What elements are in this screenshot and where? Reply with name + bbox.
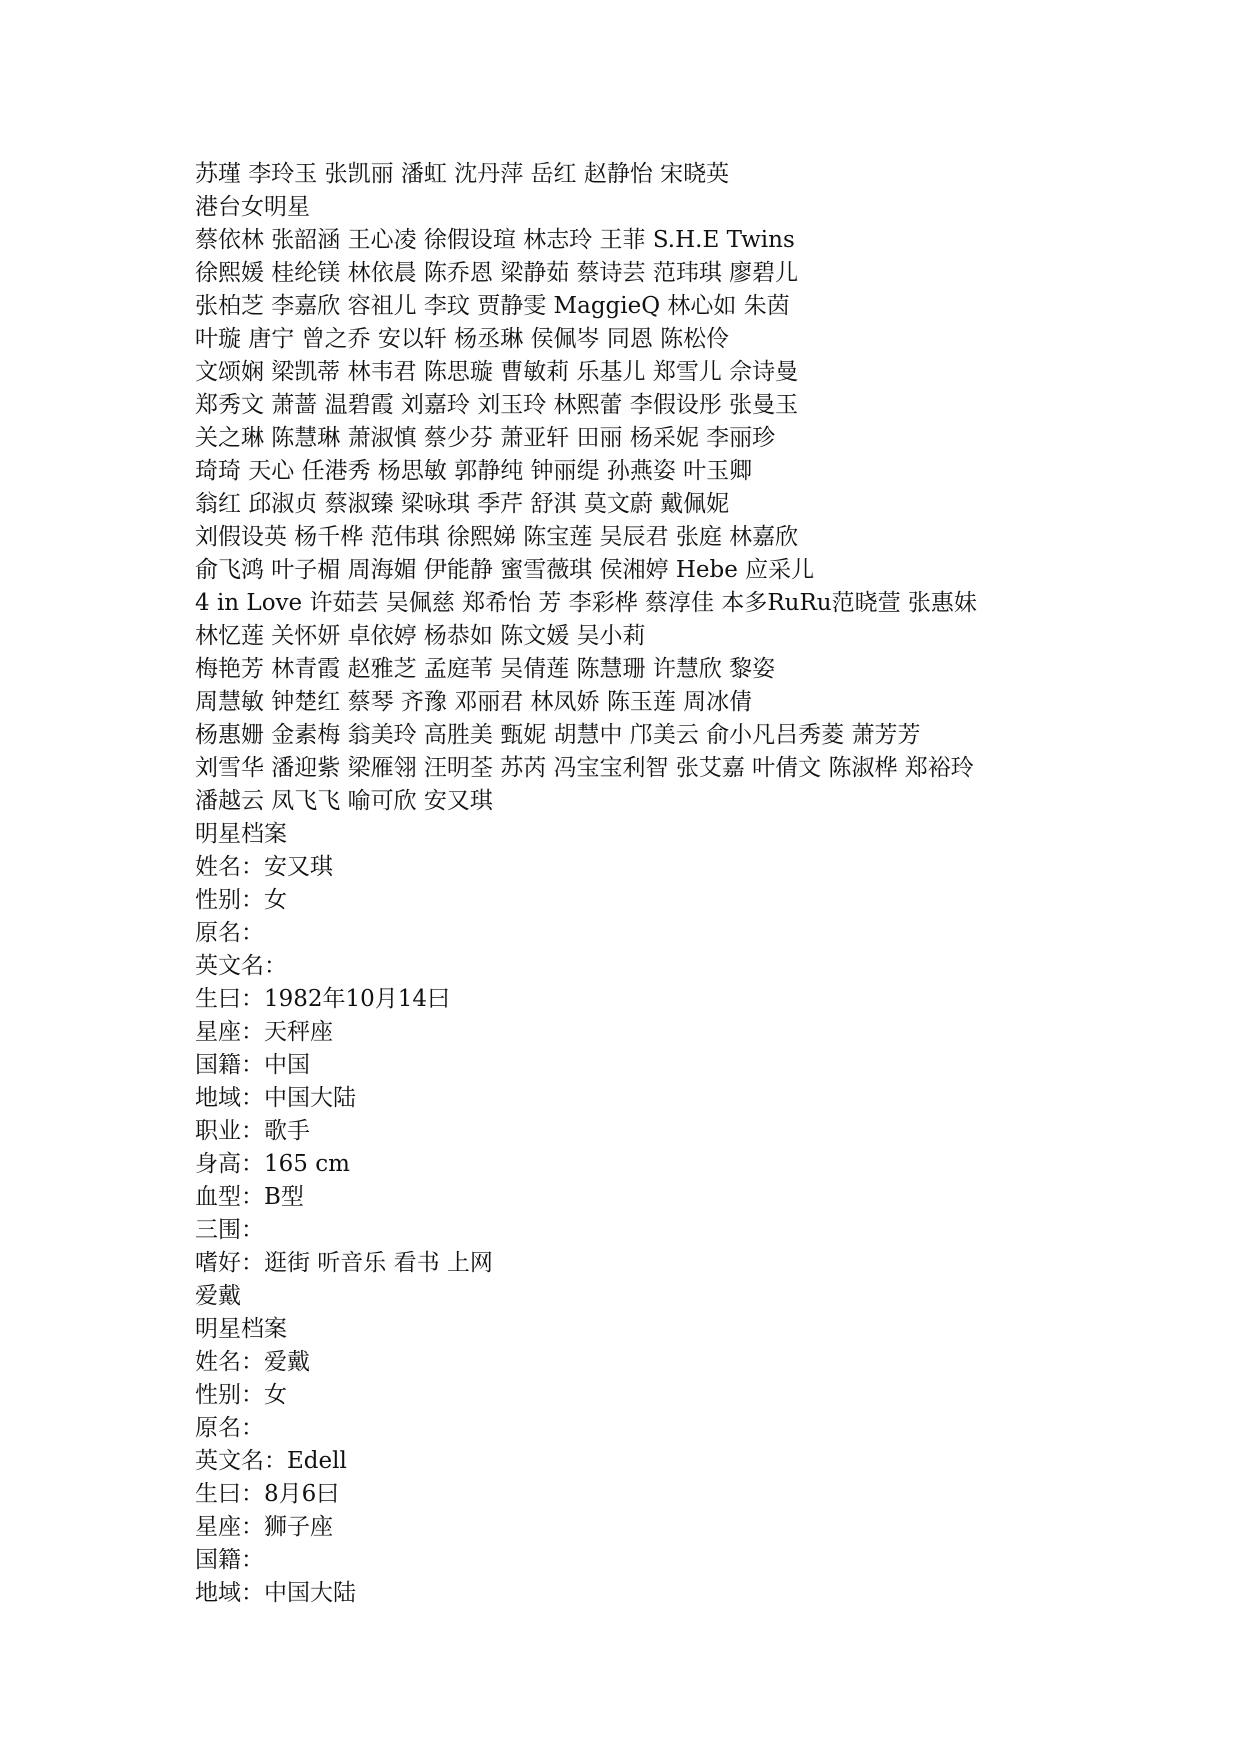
profile-field-gender: 性别：女 — [195, 887, 287, 913]
text-line: 刘假设英 杨千桦 范伟琪 徐熙娣 陈宝莲 吴辰君 张庭 林嘉欣 — [195, 524, 799, 550]
profile-field-blood-type: 血型：B型 — [195, 1184, 304, 1210]
text-line: 杨惠姗 金素梅 翁美玲 高胜美 甄妮 胡慧中 邝美云 俞小凡吕秀菱 萧芳芳 — [195, 722, 921, 748]
profile-field-original-name: 原名： — [195, 920, 264, 946]
section-heading: 港台女明星 — [195, 194, 310, 220]
document-body — [195, 158, 1155, 1610]
text-line: 关之琳 陈慧琳 萧淑慎 蔡少芬 萧亚轩 田丽 杨采妮 李丽珍 — [195, 425, 776, 451]
section-heading: 爱戴 — [195, 1283, 241, 1309]
text-line: 郑秀文 萧蔷 温碧霞 刘嘉玲 刘玉玲 林熙蕾 李假设彤 张曼玉 — [195, 392, 799, 418]
profile-field-height: 身高：165 cm — [195, 1151, 350, 1177]
text-line: 徐熙媛 桂纶镁 林依晨 陈乔恩 梁静茹 蔡诗芸 范玮琪 廖碧儿 — [195, 260, 799, 286]
profile-field-zodiac: 星座：天秤座 — [195, 1019, 333, 1045]
text-line: 梅艳芳 林青霞 赵雅芝 孟庭苇 吴倩莲 陈慧珊 许慧欣 黎姿 — [195, 656, 776, 682]
profile-field-original-name: 原名： — [195, 1415, 264, 1441]
profile-field-measurements: 三围： — [195, 1217, 264, 1243]
profile-field-english-name: 英文名： — [195, 953, 287, 979]
profile-field-region: 地域：中国大陆 — [195, 1085, 356, 1111]
profile-field-hobbies: 嗜好：逛街 听音乐 看书 上网 — [195, 1250, 493, 1276]
text-line: 琦琦 天心 任港秀 杨思敏 郭静纯 钟丽缇 孙燕姿 叶玉卿 — [195, 458, 753, 484]
text-line: 周慧敏 钟楚红 蔡琴 齐豫 邓丽君 林凤娇 陈玉莲 周冰倩 — [195, 689, 753, 715]
text-line: 4 in Love 许茹芸 吴佩慈 郑希怡 芳 李彩桦 蔡淳佳 本多RuRu范晓萱 张惠妹 — [195, 590, 977, 616]
profile-field-english-name: 英文名：Edell — [195, 1448, 347, 1474]
text-line: 苏瑾 李玲玉 张凯丽 潘虹 沈丹萍 岳红 赵静怡 宋晓英 — [195, 161, 730, 187]
profile-field-name: 姓名：爱戴 — [195, 1349, 310, 1375]
text-line: 翁红 邱淑贞 蔡淑臻 梁咏琪 季芹 舒淇 莫文蔚 戴佩妮 — [195, 491, 730, 517]
text-line: 刘雪华 潘迎紫 梁雁翎 汪明荃 苏芮 冯宝宝利智 张艾嘉 叶倩文 陈淑桦 郑裕玲 — [195, 755, 974, 781]
text-line: 叶璇 唐宁 曾之乔 安以轩 杨丞琳 侯佩岑 同恩 陈松伶 — [195, 326, 730, 352]
profile-field-nationality: 国籍：中国 — [195, 1052, 310, 1078]
profile-field-birthday: 生曰：1982年10月14曰 — [195, 986, 451, 1012]
profile-field-occupation: 职业：歌手 — [195, 1118, 310, 1144]
text-line: 张柏芝 李嘉欣 容祖儿 李玟 贾静雯 MaggieQ 林心如 朱茵 — [195, 293, 790, 319]
text-line: 文颂娴 梁凯蒂 林韦君 陈思璇 曹敏莉 乐基儿 郑雪儿 佘诗曼 — [195, 359, 799, 385]
profile-field-zodiac: 星座：狮子座 — [195, 1514, 333, 1540]
profile-field-name: 姓名：安又琪 — [195, 854, 333, 880]
profile-field-nationality: 国籍： — [195, 1547, 264, 1573]
text-line: 潘越云 凤飞飞 喻可欣 安又琪 — [195, 788, 493, 814]
profile-field-region: 地域：中国大陆 — [195, 1580, 356, 1606]
profile-field-birthday: 生曰：8月6曰 — [195, 1481, 340, 1507]
profile-field-gender: 性别：女 — [195, 1382, 287, 1408]
profile-heading: 明星档案 — [195, 1316, 287, 1342]
text-line: 俞飞鸿 叶子楣 周海媚 伊能静 蜜雪薇琪 侯湘婷 Hebe 应采儿 — [195, 557, 815, 583]
text-line: 林忆莲 关怀妍 卓依婷 杨恭如 陈文媛 吴小莉 — [195, 623, 646, 649]
profile-heading: 明星档案 — [195, 821, 287, 847]
text-line: 蔡依林 张韶涵 王心凌 徐假设瑄 林志玲 王菲 S.H.E Twins — [195, 227, 795, 253]
